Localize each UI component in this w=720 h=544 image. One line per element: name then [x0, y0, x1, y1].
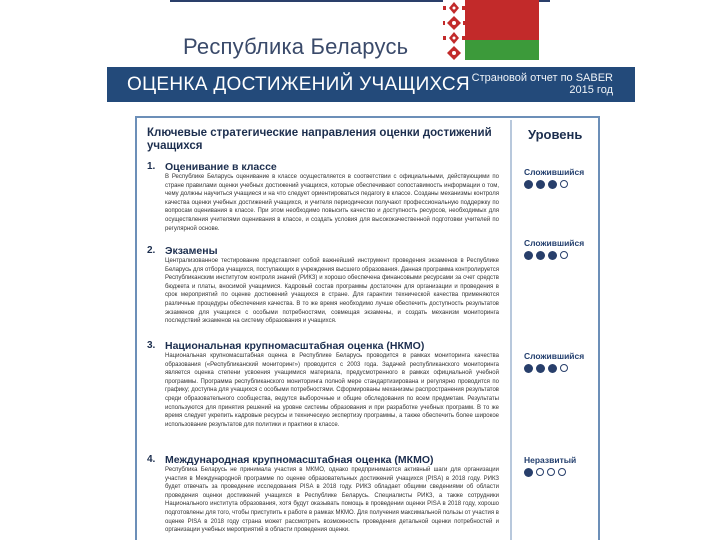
level-dot-filled	[524, 180, 533, 189]
level-dot-filled	[548, 180, 557, 189]
section-number: 2.	[147, 245, 156, 256]
panel-left-heading: Ключевые стратегические направления оценки достижений учащихся	[147, 127, 492, 152]
level-dots	[524, 468, 592, 477]
level-indicator	[520, 455, 592, 477]
section-international-assessment	[147, 454, 497, 544]
section-heading: Экзамены	[165, 245, 218, 257]
level-dot-empty	[560, 251, 568, 259]
level-label: Сложившийся	[524, 351, 585, 361]
banner-title: ОЦЕНКА ДОСТИЖЕНИЙ УЧАЩИХСЯ	[127, 74, 470, 95]
level-indicator	[520, 238, 592, 260]
report-banner	[107, 67, 635, 102]
section-heading: Оценивание в классе	[165, 161, 277, 173]
level-dot-empty	[560, 364, 568, 372]
level-indicator	[520, 167, 592, 189]
belarus-flag-icon	[443, 0, 539, 60]
assessment-panel	[135, 116, 600, 540]
section-body: Республика Беларусь не принимала участия в МКМО, однако предпринимается активный шаги для организации участия в Международной программе по оценке образовательных достижений учащихся (PISA) в 2018 году. РИКЗ будет отвечать за проведение исследования PISA в 2018 году. РИКЗ обладает общими сведениями об области проведения оценки достижений учащихся в Республике Беларусь. Специалисты РИКЗ, а также сотрудники Национального института образования, хотя будут оказывать помощь в проведении оценки PISA в 2018 году, хорошо подготовлены для того, чтобы приступить к работе в рамках МКМО. Для получения максимальной пользы от участия в оценке PISA в 2018 году страна может рассмотреть возможность проведения детальной оценки потребностей и организации учебных мероприятий в области проведения оценки.	[165, 467, 499, 534]
level-label: Сложившийся	[524, 238, 585, 248]
section-exams	[147, 245, 497, 337]
level-dot-filled	[548, 251, 557, 260]
section-number: 3.	[147, 340, 156, 351]
level-dot-filled	[536, 251, 545, 260]
level-dots	[524, 180, 592, 189]
level-dot-filled	[536, 180, 545, 189]
level-dot-filled	[536, 364, 545, 373]
country-title: Республика Беларусь	[183, 34, 409, 59]
level-label: Неразвитый	[524, 455, 577, 465]
banner-meta-year: 2015 год	[569, 84, 613, 96]
banner-meta-report: Страновой отчет по SABER	[471, 72, 613, 84]
section-number: 4.	[147, 454, 156, 465]
section-body: В Республике Беларусь оценивание в классе осуществляется в соответствии с официальными, действующими по стране правилами оценки учебных достижений учащихся, которые обеспечивают сопоставимость информации о том, чему должны научиться учащиеся и на что следует ориентироваться педагогу в классе. Созданы механизмы контроля качества оценки учебных достижений учащихся, и учителя периодически получают профессиональную поддержку по вопросам оценивания в классе. При этом необходимо повысить качество и доступность ресурсов, необходимых для осуществления учителями оценивания в классе, и создать условия для высококачественной подготовки учителей по регулярной основе.	[165, 174, 499, 232]
level-dot-filled	[524, 251, 533, 260]
section-body: Централизованное тестирование представляет собой важнейший инструмент проведения экзаменов в Республике Беларусь для отбора учащихся, поступающих в учреждения высшего образования. Данная программа контролируется Республиканским институтом контроля знаний (РИКЗ) и хорошо обеспечена финансовыми ресурсами за счет средств бюджета и платы, вносимой учащимися. Кадровый состав программы достаточен для организации и проведения в срок мероприятий по оценке достижений учащихся в стране. Для гарантии технической качества применяются различные процедуры обеспечения качества. В то же время необходимо лучше обеспечить доступность результатов экзаменов для учащихся с особыми потребностями, совмещая экзамены, и создать механизм мониторинга последствий экзаменов на систему образования и учащихся.	[165, 258, 499, 325]
level-indicator	[520, 351, 592, 373]
level-dot-filled	[524, 468, 533, 477]
column-divider	[510, 120, 512, 540]
level-dot-empty	[547, 468, 555, 476]
section-classroom	[147, 161, 497, 241]
level-dot-empty	[536, 468, 544, 476]
level-dots	[524, 364, 592, 373]
level-dot-empty	[560, 180, 568, 188]
banner-meta	[472, 72, 613, 96]
section-heading: Международная крупномасштабная оценка (МКМО)	[165, 454, 434, 466]
panel-right-heading: Уровень	[528, 127, 583, 142]
section-number: 1.	[147, 161, 156, 172]
level-dots	[524, 251, 592, 260]
level-dot-empty	[558, 468, 566, 476]
section-body: Национальная крупномасштабная оценка в Республике Беларусь проводится в рамках мониторинга качества образования («Республиканский мониторинг») проводится с 2003 года. Задачей республиканского мониторинга является оценка степени усвоения учащимися материала, предусмотренного в рамках официальной учебной программы. Программа республиканского мониторинга полной мере стандартизирована и регулярно проводится по графику; доступна для учащихся с особыми потребностями. Сформированы механизмы распространения результатов среди образовательного сообщества, ведутся выборочные и общие обследования по всем предметам. Результаты используются для принятия решений на уровне системы образования и при разработке учебных программ. В то же время следует укрепить кадровые ресурсы и техническую экспертизу программы, а также обеспечить более широкое использование результатов для политики и практики в классе.	[165, 353, 499, 428]
level-label: Сложившийся	[524, 167, 585, 177]
section-heading: Национальная крупномасштабная оценка (НКМО)	[165, 340, 425, 352]
level-dot-filled	[524, 364, 533, 373]
level-dot-filled	[548, 364, 557, 373]
section-national-assessment	[147, 340, 497, 450]
